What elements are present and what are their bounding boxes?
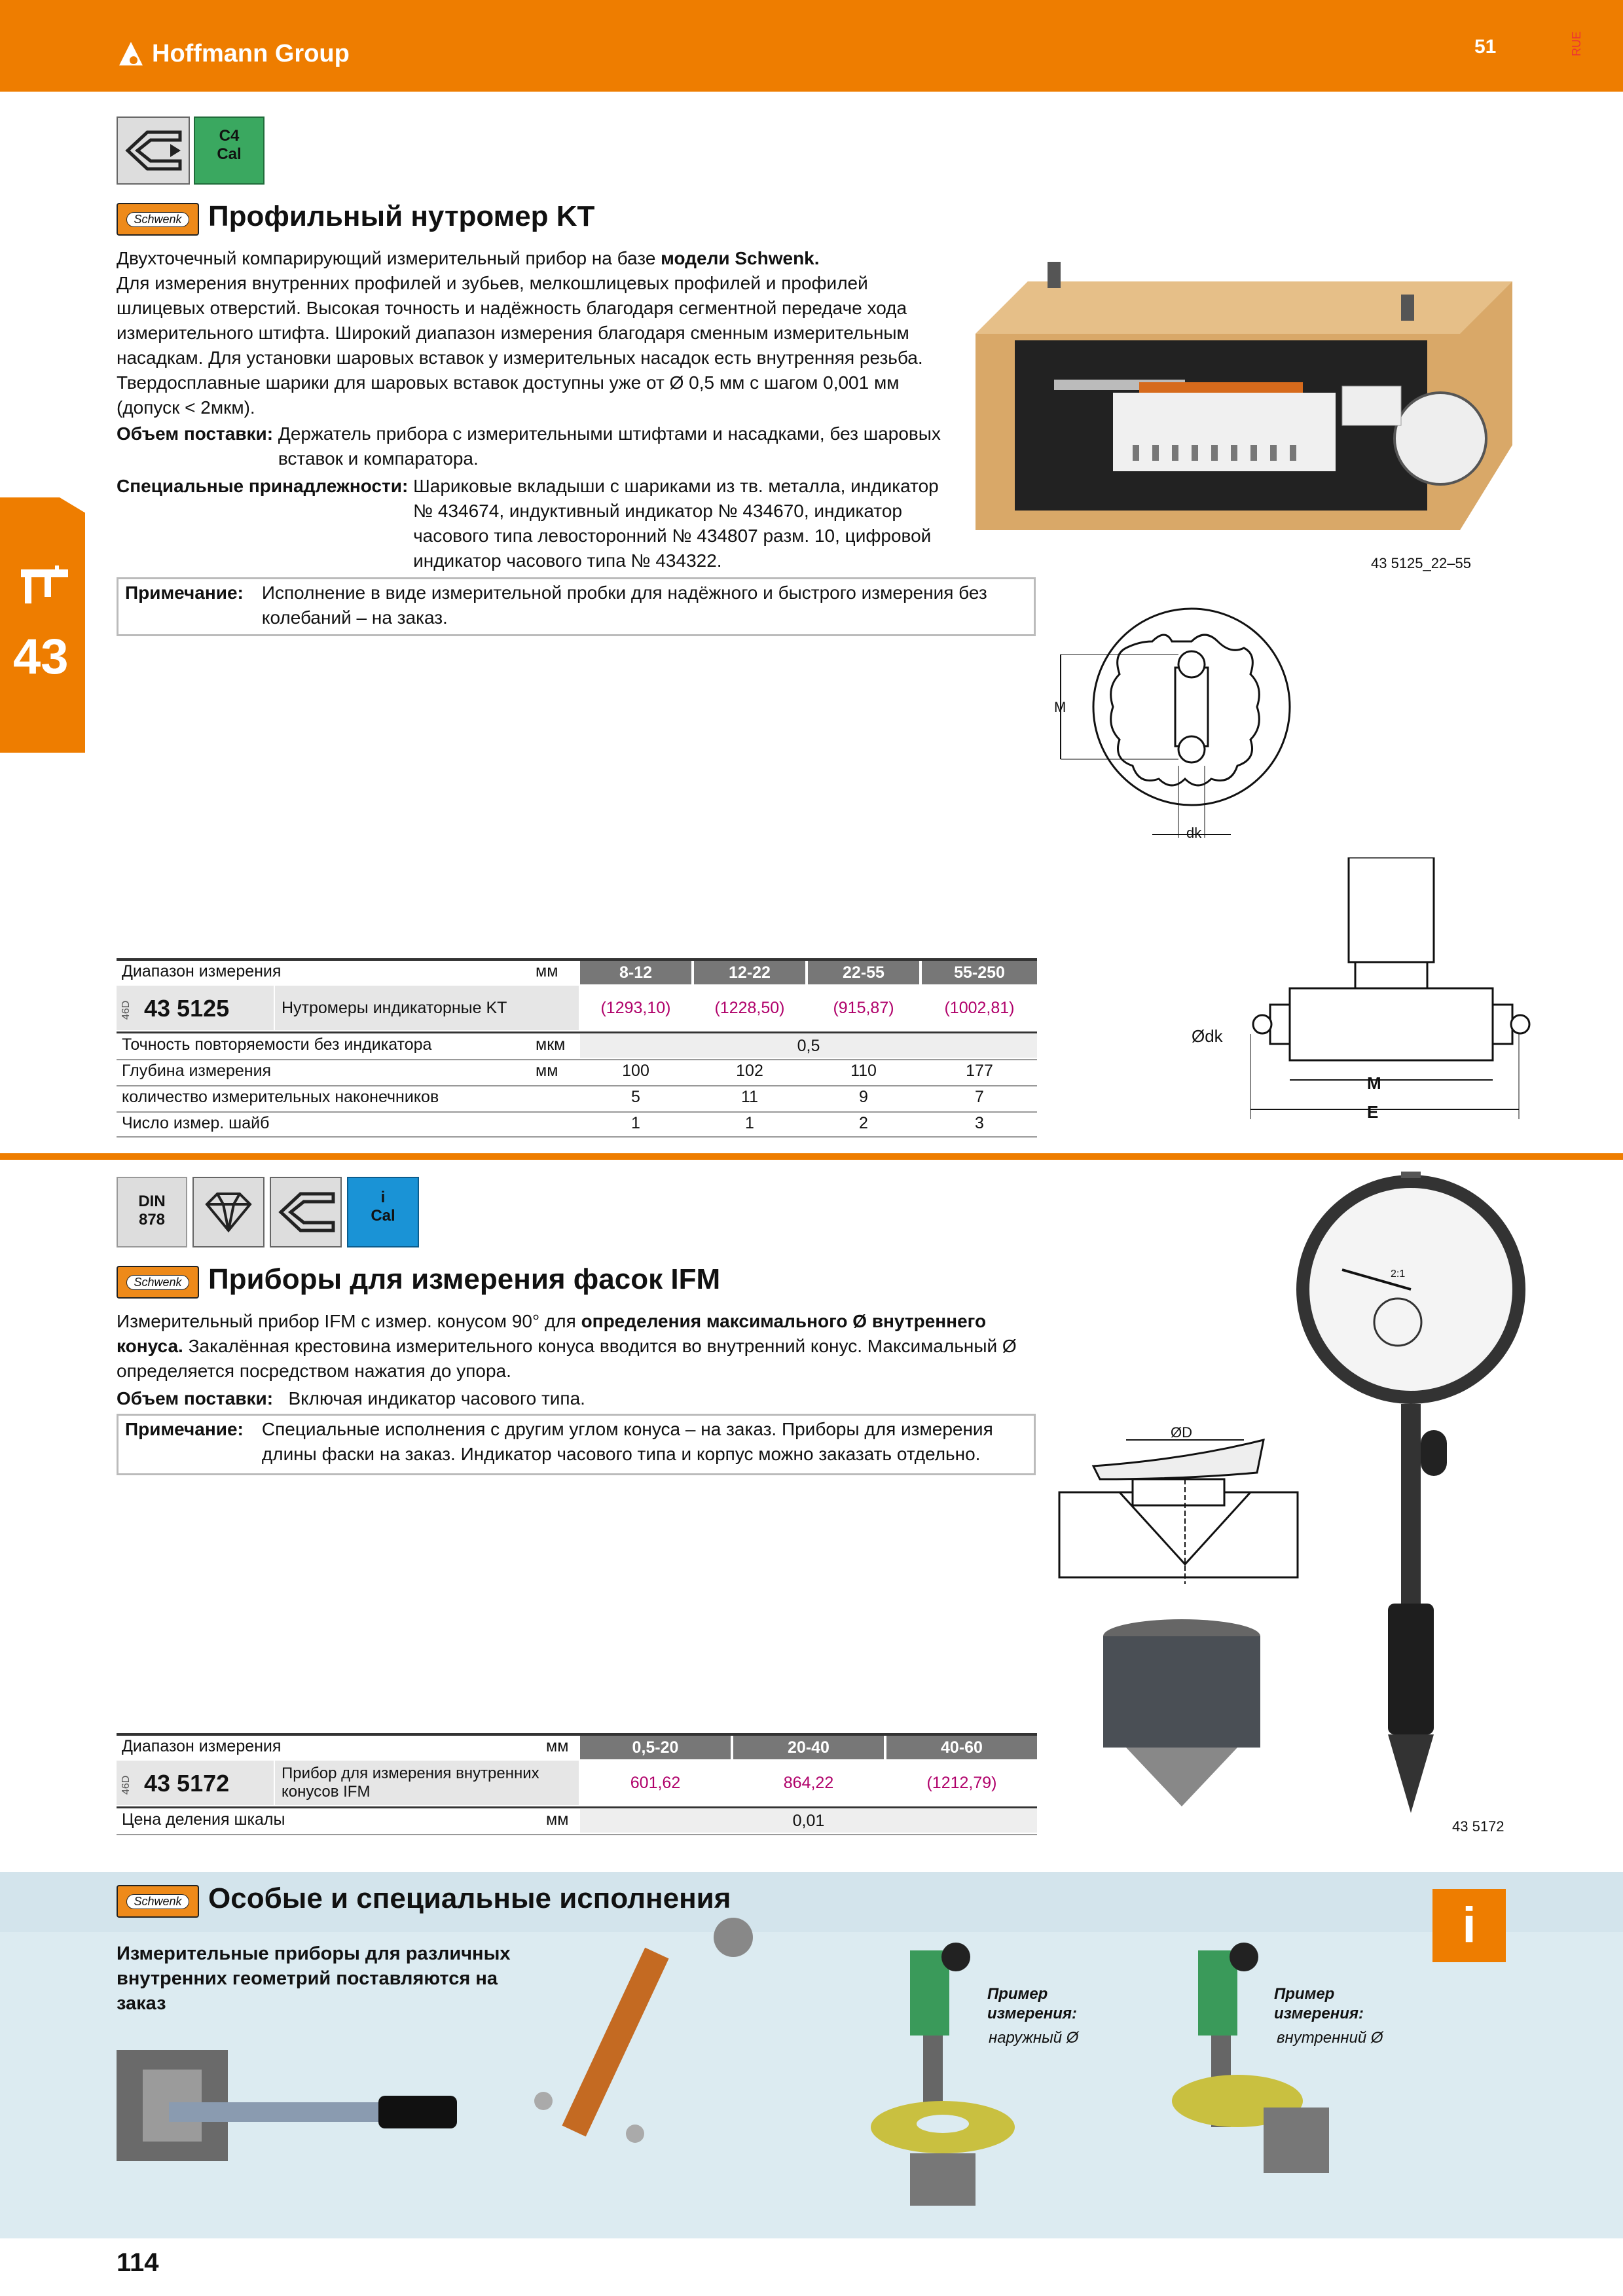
- price: 864,22: [783, 1774, 834, 1792]
- section-description: Двухточечный компарирующий измерительный прибор на базе модели Schwenk. Для измерения внутренних профилей и зубьев, мелкошлицевых профилей и профилей шлицевых отверстий. Высокая точность и надёжность благодаря сегментной передаче хода измерительного штифта. Широкий диапазон измерения благодаря сменным измерительным насадкам. Для установки шаровых вставок у измерительных насадок есть внутренняя резьба. Твердосплавные шарики для шаровых вставок доступны уже от Ø 0,5 мм с шагом 0,001 мм (допуск < 2мкм).: [117, 248, 923, 418]
- spec-value: 102: [736, 1062, 763, 1080]
- caliper-icon: [18, 563, 71, 609]
- internal-measure-icon: [270, 1177, 342, 1247]
- range-unit: мм: [536, 962, 558, 980]
- chapter-tab: [0, 497, 85, 753]
- photo-caption: 43 5172: [1452, 1818, 1504, 1835]
- range-label: Диапазон измерения: [122, 962, 282, 980]
- article-number: 43 5172: [144, 1770, 230, 1797]
- example2-label: Пример измерения:: [1274, 1985, 1364, 2022]
- example1-label: Пример измерения:: [987, 1985, 1077, 2022]
- spec-label: Число измер. шайб: [122, 1114, 270, 1132]
- dim-label-m: M: [1054, 699, 1067, 715]
- spec-table-kt: [117, 958, 1037, 1136]
- region-code: RUE: [1570, 31, 1583, 56]
- section-title: Особые и специальные исполнения: [208, 1882, 731, 1914]
- brand-name: Hoffmann Group: [152, 39, 350, 67]
- bore-gauge-photo: [524, 1918, 759, 2179]
- page-number-top: 51: [1474, 36, 1497, 58]
- article-number-cell: 46D 43 5125: [117, 986, 274, 1030]
- range-col: 40-60: [886, 1736, 1037, 1759]
- spec-value: 100: [622, 1062, 649, 1080]
- spec-value: 11: [741, 1088, 758, 1106]
- spec-label: количество измерительных наконечников: [122, 1088, 439, 1106]
- special-probe-photo: [117, 2043, 483, 2174]
- spec-value: 0,5: [580, 1034, 1037, 1058]
- section-title: Приборы для измерения фасок IFM: [208, 1263, 721, 1295]
- spec-value: 177: [966, 1062, 993, 1080]
- special-accessories: Специальные принадлежности: Шариковые вкладыши с шариками из тв. металла, индикатор № 434674, индуктивный индикатор № 434670, индикатор часового типа левосторонний № 434807 разм. 10, цифровой индикатор часового типа № 434322.: [117, 476, 939, 571]
- diamond-icon: [192, 1177, 264, 1247]
- range-col: 55-250: [922, 961, 1037, 984]
- outer-measure-photo: [871, 1937, 1028, 2212]
- spec-value: 110: [850, 1062, 877, 1080]
- example1-value: наружный Ø: [989, 2029, 1079, 2047]
- chapter-number: 43: [13, 629, 69, 685]
- calibration-code: i: [380, 1189, 386, 1206]
- din-number: 878: [138, 1211, 166, 1229]
- dim-label-m2: M: [1367, 1073, 1381, 1093]
- article-description: Нутромеры индикаторные KT: [282, 999, 507, 1017]
- dim-label-odk: Ødk: [1192, 1026, 1223, 1046]
- note-box: Примечание: Специальные исполнения с другим углом конуса – на заказ. Приборы для измерения длины фаски на заказ. Индикатор часового типа и корпус можно заказать отдельно.: [117, 1414, 1036, 1475]
- spec-label: Точность повторяемости без индикатора: [122, 1035, 432, 1054]
- section-description: Измерительный прибор IFM с измер. конусом 90° для определения максимального Ø внутреннего конуса. Закалённая крестовина измерительного конуса вводится во внутренний конус. Максимальный Ø определяется посредством нажатия до упора.: [117, 1311, 1017, 1381]
- hoffmann-logo-icon: [117, 39, 145, 68]
- scope-of-delivery: Объем поставки: Держатель прибора с измерительными штифтами и насадками, без шаровых вставок и компаратора.: [117, 423, 941, 469]
- dial-ratio: 2:1: [1391, 1268, 1406, 1280]
- spec-value: 1: [631, 1114, 640, 1132]
- spec-value: 5: [631, 1088, 640, 1106]
- range-col: 22-55: [808, 961, 919, 984]
- spec-unit: мкм: [536, 1035, 566, 1054]
- dim-label-e: E: [1367, 1102, 1379, 1122]
- calibration-label: Cal: [371, 1207, 395, 1225]
- info-icon: i: [1432, 1889, 1506, 1962]
- price: (1228,50): [714, 999, 785, 1017]
- calibration-badge: [194, 117, 264, 185]
- example2-value: внутренний Ø: [1277, 2029, 1383, 2047]
- spec-unit: мм: [536, 1062, 558, 1080]
- article-desc-cell: [274, 986, 579, 1030]
- dial-gauge-photo: [1290, 1172, 1532, 1826]
- price: 601,62: [630, 1774, 681, 1792]
- spec-value: 7: [975, 1088, 984, 1106]
- article-number-cell: 46D 43 5172: [117, 1761, 274, 1805]
- spec-value: 3: [975, 1114, 984, 1132]
- range-label: Диапазон измерения: [122, 1737, 282, 1755]
- price: (1212,79): [926, 1774, 997, 1792]
- page-number-bottom: 114: [117, 2248, 159, 2277]
- schwenk-badge: Schwenk: [117, 203, 199, 236]
- spec-unit: мм: [546, 1810, 569, 1829]
- profile-gear-drawing: [1041, 602, 1316, 851]
- calibration-code: C4: [219, 127, 240, 145]
- schwenk-badge: Schwenk: [117, 1885, 199, 1918]
- inner-measure-photo: [1165, 1937, 1336, 2212]
- note-box: Примечание: Исполнение в виде измерительной пробки для надёжного и быстрого измерения без колебаний – на заказ.: [117, 577, 1036, 636]
- knurled-cone-photo: [1087, 1617, 1277, 1826]
- price: (1293,10): [600, 999, 671, 1017]
- article-number: 43 5125: [144, 995, 230, 1022]
- comparator-drawing: [1231, 857, 1532, 1132]
- range-col: 8-12: [580, 961, 691, 984]
- spec-value: 2: [859, 1114, 868, 1132]
- range-col: 12-22: [694, 961, 805, 984]
- spec-value: 0,01: [580, 1809, 1037, 1833]
- article-description: Прибор для измерения внутренних конусов IFM: [282, 1765, 539, 1801]
- calibration-label: Cal: [217, 145, 242, 163]
- section-title: Профильный нутромер KT: [208, 200, 595, 232]
- special-versions-text: Измерительные приборы для различных внутренних геометрий поставляются на заказ: [117, 1943, 511, 2014]
- brand-logo: [117, 34, 350, 73]
- product-case-photo: [976, 255, 1519, 543]
- calibration-badge-i: [347, 1177, 419, 1247]
- price: (915,87): [833, 999, 894, 1017]
- dim-label-dk: dk: [1186, 825, 1202, 841]
- range-col: 0,5-20: [580, 1736, 731, 1759]
- dim-label-od: ØD: [1171, 1424, 1192, 1441]
- din-badge: [117, 1177, 187, 1247]
- internal-measure-icon: [117, 117, 190, 185]
- spec-value: 9: [859, 1088, 868, 1106]
- article-desc-cell: [274, 1761, 579, 1805]
- photo-caption: 43 5125_22–55: [1371, 555, 1471, 571]
- din-label: DIN: [138, 1193, 166, 1210]
- schwenk-badge: Schwenk: [117, 1266, 199, 1299]
- spec-value: 1: [745, 1114, 754, 1132]
- range-col: 20-40: [733, 1736, 884, 1759]
- spec-label: Глубина измерения: [122, 1062, 272, 1080]
- spec-label: Цена деления шкалы: [122, 1810, 285, 1829]
- range-unit: мм: [546, 1737, 569, 1755]
- section-divider: [0, 1153, 1623, 1160]
- price: (1002,81): [944, 999, 1015, 1017]
- scope-of-delivery: Объем поставки: Включая индикатор часового типа.: [117, 1388, 585, 1408]
- spec-table-ifm: [117, 1733, 1037, 1838]
